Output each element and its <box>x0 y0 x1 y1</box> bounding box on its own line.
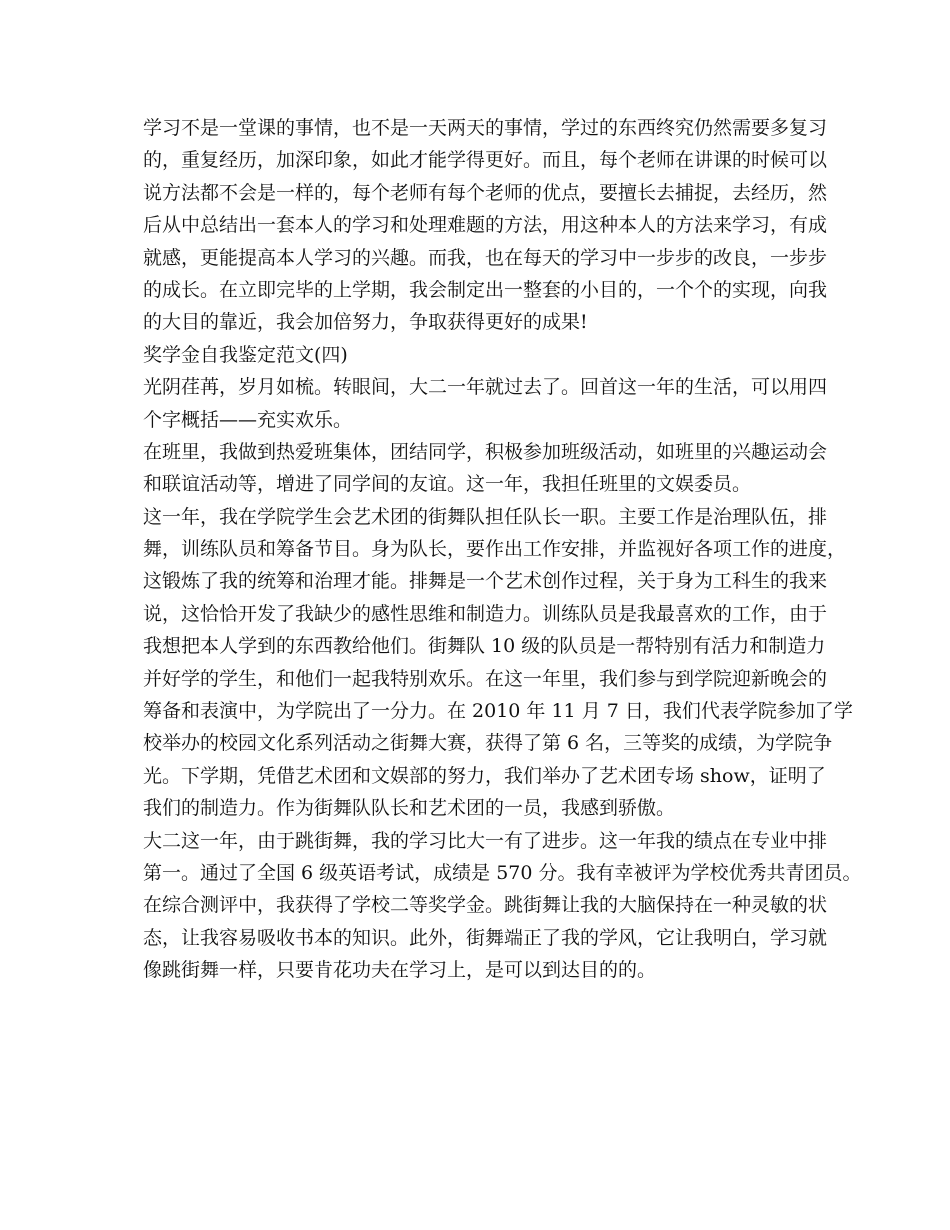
text-line: 个字概括——充实欢乐。 <box>143 408 353 431</box>
text-line: 光。下学期，凭借艺术团和文娱部的努力，我们举办了艺术团专场 show，证明了 <box>143 764 826 787</box>
text-line: 的成长。在立即完毕的上学期，我会制定出一整套的小目的，一个个的实现，向我 <box>143 278 828 301</box>
text-line: 我想把本人学到的东西教给他们。街舞队 10 级的队员是一帮特别有活力和制造力 <box>143 635 826 658</box>
section-heading: 奖学金自我鉴定范文(四) <box>143 343 348 366</box>
text-line: 态，让我容易吸收书本的知识。此外，街舞端正了我的学风，它让我明白，学习就 <box>143 926 828 949</box>
text-line: 筹备和表演中，为学院出了一分力。在 2010 年 11 月 7 日，我们代表学院参加了学 <box>143 700 853 723</box>
text-line: 的，重复经历，加深印象，如此才能学得更好。而且，每个老师在讲课的时候可以 <box>143 149 828 172</box>
text-line: 说，这恰恰开发了我缺少的感性思维和制造力。训练队员是我最喜欢的工作，由于 <box>143 602 828 625</box>
text-line: 和联谊活动等，增进了同学间的友谊。这一年，我担任班里的文娱委员。 <box>143 473 752 496</box>
text-line: 在综合测评中，我获得了学校二等奖学金。跳街舞让我的大脑保持在一种灵敏的状 <box>143 894 828 917</box>
text-line: 第一。通过了全国 6 级英语考试，成绩是 570 分。我有幸被评为学校优秀共青团员。 <box>143 861 862 884</box>
text-line: 并好学的学生，和他们一起我特别欢乐。在这一年里，我们参与到学院迎新晚会的 <box>143 667 828 690</box>
text-line: 舞，训练队员和筹备节目。身为队长，要作出工作安排，并监视好各项工作的进度， <box>143 538 847 561</box>
text-line: 校举办的校园文化系列活动之街舞大赛，获得了第 6 名，三等奖的成绩，为学院争 <box>143 732 833 755</box>
text-line: 就感，更能提高本人学习的兴趣。而我，也在每天的学习中一步步的改良，一步步 <box>143 246 828 269</box>
text-line: 这锻炼了我的统筹和治理才能。排舞是一个艺术创作过程，关于身为工科生的我来 <box>143 570 828 593</box>
text-line: 我们的制造力。作为街舞队队长和艺术团的一员，我感到骄傲。 <box>143 797 676 820</box>
document-body <box>143 112 862 987</box>
text-line: 大二这一年，由于跳街舞，我的学习比大一有了进步。这一年我的绩点在专业中排 <box>143 829 828 852</box>
text-line: 这一年，我在学院学生会艺术团的街舞队担任队长一职。主要工作是治理队伍，排 <box>143 505 828 528</box>
text-line: 后从中总结出一套本人的学习和处理难题的方法，用这种本人的方法来学习，有成 <box>143 214 828 237</box>
text-line: 的大目的靠近，我会加倍努力，争取获得更好的成果! <box>143 311 588 334</box>
text-line: 像跳街舞一样，只要肯花功夫在学习上，是可以到达目的的。 <box>143 959 657 982</box>
text-line: 光阴荏苒，岁月如梳。转眼间，大二一年就过去了。回首这一年的生活，可以用四 <box>143 376 828 399</box>
text-line: 学习不是一堂课的事情，也不是一天两天的事情，学过的东西终究仍然需要多复习 <box>143 117 828 139</box>
text-line: 说方法都不会是一样的，每个老师有每个老师的优点，要擅长去捕捉，去经历，然 <box>143 181 828 204</box>
text-line: 在班里，我做到热爱班集体，团结同学，积极参加班级活动，如班里的兴趣运动会 <box>143 440 828 463</box>
